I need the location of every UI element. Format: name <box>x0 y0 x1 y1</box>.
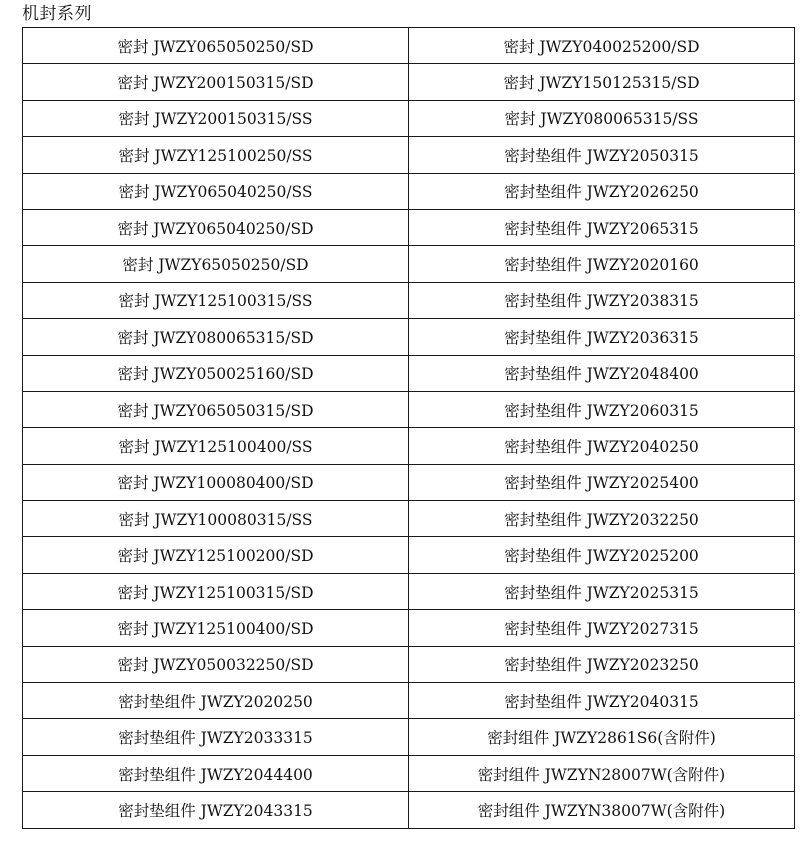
table-row <box>23 282 795 318</box>
table-cell-left: 密封 JWZY65050250/SD <box>23 246 409 282</box>
table-cell-right: 密封垫组件 JWZY2040315 <box>409 683 795 719</box>
table-cell-right: 密封垫组件 JWZY2025400 <box>409 464 795 500</box>
table-cell-right: 密封垫组件 JWZY2025200 <box>409 537 795 573</box>
table-cell-left: 密封 JWZY100080400/SD <box>23 464 409 500</box>
table-cell-right: 密封垫组件 JWZY2038315 <box>409 282 795 318</box>
table-cell-right: 密封垫组件 JWZY2020160 <box>409 246 795 282</box>
table-cell-left: 密封 JWZY065040250/SS <box>23 173 409 209</box>
table-cell-right: 密封组件 JWZYN28007W(含附件) <box>409 755 795 791</box>
table-row <box>23 719 795 755</box>
table-cell-right: 密封垫组件 JWZY2060315 <box>409 391 795 427</box>
table-cell-left: 密封 JWZY125100315/SS <box>23 282 409 318</box>
table-cell-left: 密封 JWZY125100400/SS <box>23 428 409 464</box>
table-cell-right: 密封 JWZY080065315/SS <box>409 100 795 136</box>
table-row <box>23 610 795 646</box>
table-cell-left: 密封 JWZY065050250/SD <box>23 28 409 64</box>
table-row <box>23 28 795 64</box>
table-row <box>23 501 795 537</box>
table-cell-left: 密封 JWZY125100200/SD <box>23 537 409 573</box>
table-cell-right: 密封垫组件 JWZY2065315 <box>409 209 795 245</box>
table-cell-right: 密封 JWZY150125315/SD <box>409 64 795 100</box>
table-cell-left: 密封垫组件 JWZY2033315 <box>23 719 409 755</box>
table-cell-left: 密封 JWZY125100400/SD <box>23 610 409 646</box>
table-row <box>23 537 795 573</box>
table-row <box>23 173 795 209</box>
table-cell-right: 密封垫组件 JWZY2026250 <box>409 173 795 209</box>
table-row <box>23 683 795 719</box>
table-cell-right: 密封垫组件 JWZY2040250 <box>409 428 795 464</box>
table-cell-left: 密封 JWZY065040250/SD <box>23 209 409 245</box>
page-title: 机封系列 <box>22 4 92 24</box>
table-row <box>23 391 795 427</box>
table-cell-right: 密封垫组件 JWZY2050315 <box>409 137 795 173</box>
table-cell-right: 密封组件 JWZY2861S6(含附件) <box>409 719 795 755</box>
table-cell-right: 密封垫组件 JWZY2032250 <box>409 501 795 537</box>
table-row <box>23 209 795 245</box>
table-cell-left: 密封垫组件 JWZY2043315 <box>23 792 409 828</box>
table-row <box>23 646 795 682</box>
table-cell-left: 密封 JWZY050032250/SD <box>23 646 409 682</box>
table-row <box>23 246 795 282</box>
parts-table <box>22 27 795 829</box>
table-cell-left: 密封 JWZY100080315/SS <box>23 501 409 537</box>
parts-table-body <box>23 28 795 829</box>
table-cell-left: 密封垫组件 JWZY2044400 <box>23 755 409 791</box>
table-cell-left: 密封 JWZY065050315/SD <box>23 391 409 427</box>
table-cell-left: 密封 JWZY200150315/SD <box>23 64 409 100</box>
table-cell-left: 密封 JWZY125100315/SD <box>23 573 409 609</box>
table-cell-right: 密封垫组件 JWZY2027315 <box>409 610 795 646</box>
table-row <box>23 64 795 100</box>
table-cell-right: 密封 JWZY040025200/SD <box>409 28 795 64</box>
table-row <box>23 137 795 173</box>
table-row <box>23 792 795 828</box>
table-cell-right: 密封组件 JWZYN38007W(含附件) <box>409 792 795 828</box>
table-cell-left: 密封 JWZY080065315/SD <box>23 319 409 355</box>
table-row <box>23 464 795 500</box>
table-cell-right: 密封垫组件 JWZY2048400 <box>409 355 795 391</box>
table-cell-right: 密封垫组件 JWZY2025315 <box>409 573 795 609</box>
table-cell-right: 密封垫组件 JWZY2023250 <box>409 646 795 682</box>
table-row <box>23 100 795 136</box>
table-row <box>23 355 795 391</box>
table-cell-left: 密封 JWZY050025160/SD <box>23 355 409 391</box>
table-row <box>23 573 795 609</box>
table-row <box>23 428 795 464</box>
table-row <box>23 319 795 355</box>
table-cell-right: 密封垫组件 JWZY2036315 <box>409 319 795 355</box>
table-cell-left: 密封垫组件 JWZY2020250 <box>23 683 409 719</box>
table-cell-left: 密封 JWZY125100250/SS <box>23 137 409 173</box>
table-row <box>23 755 795 791</box>
table-cell-left: 密封 JWZY200150315/SS <box>23 100 409 136</box>
